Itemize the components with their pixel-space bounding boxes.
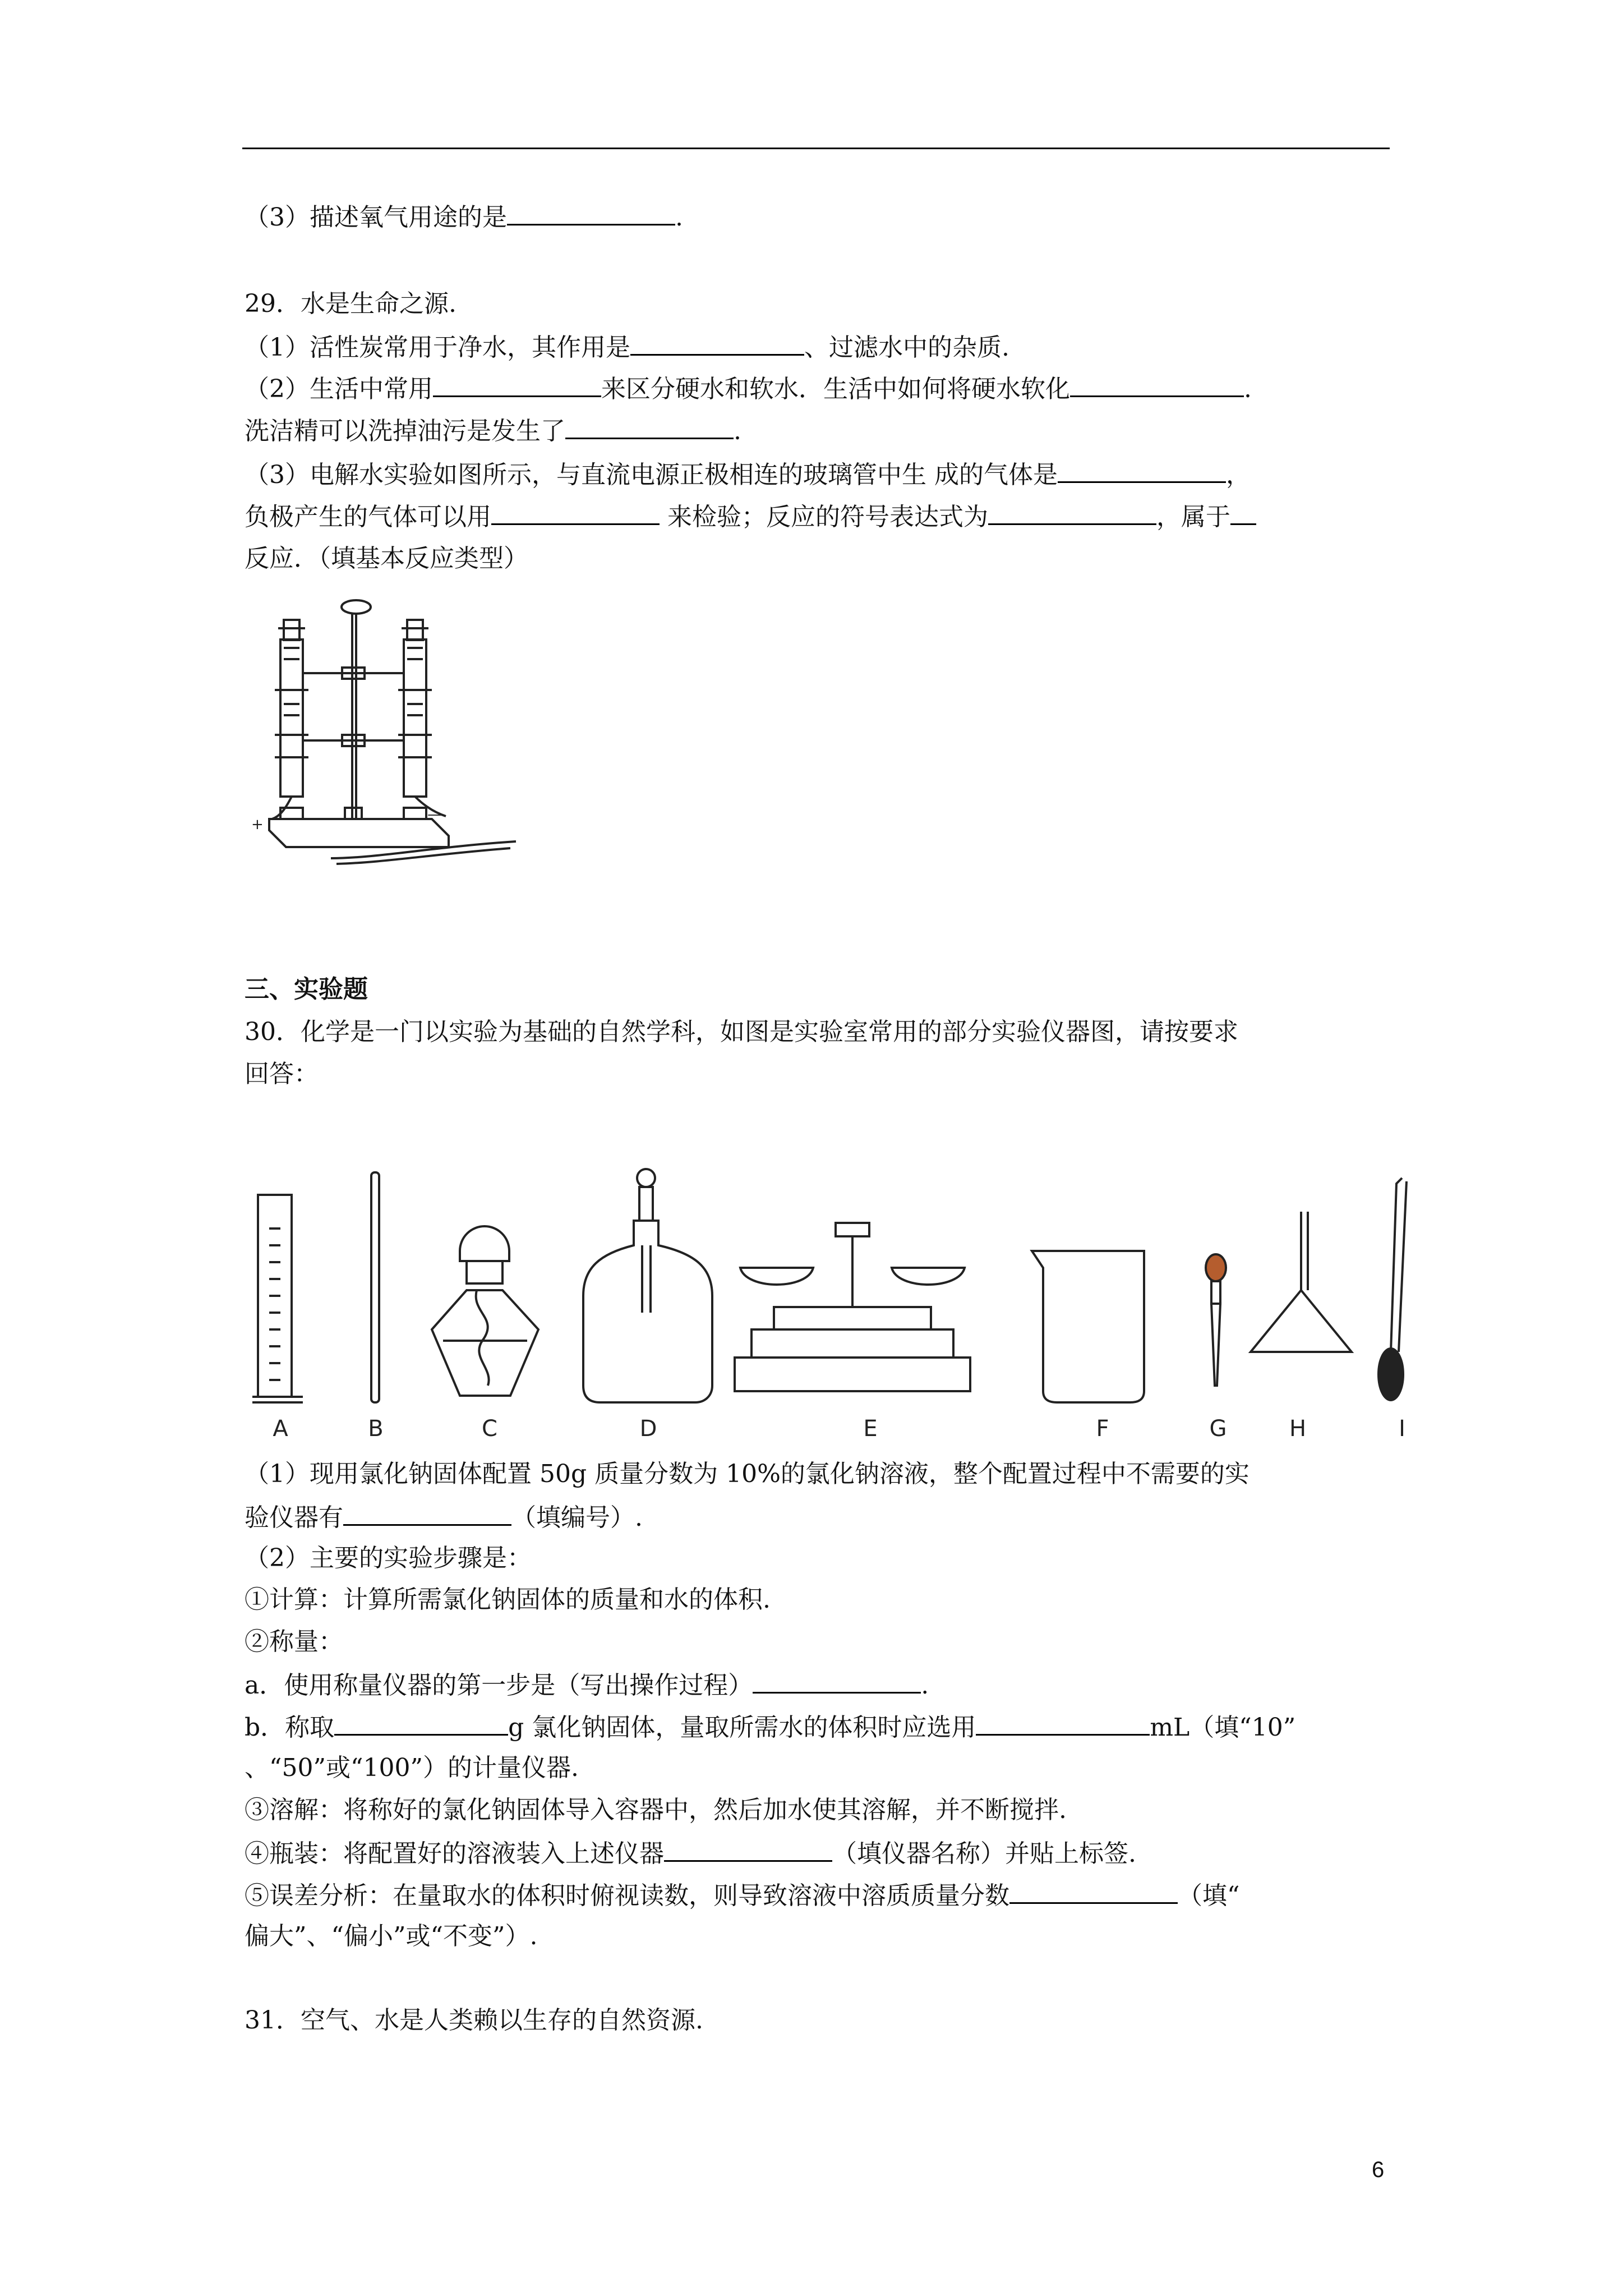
plus-label: + bbox=[251, 816, 264, 833]
section-heading: 三、实验题 bbox=[245, 975, 368, 1004]
answer-blank[interactable] bbox=[976, 1709, 1150, 1736]
answer-blank[interactable] bbox=[753, 1667, 921, 1694]
q30-step2a: a．使用称量仪器的第一步是（写出操作过程） . bbox=[245, 1667, 929, 1703]
answer-blank[interactable] bbox=[507, 199, 675, 226]
answer-blank[interactable] bbox=[491, 499, 660, 525]
electrolysis-apparatus-figure bbox=[247, 595, 527, 869]
answer-blank[interactable] bbox=[988, 499, 1156, 525]
answer-blank[interactable] bbox=[1058, 457, 1226, 483]
beaker-icon bbox=[1032, 1251, 1144, 1402]
answer-blank[interactable] bbox=[630, 329, 804, 356]
q30-step4: ④瓶装：将配置好的溶液装入上述仪器 （填仪器名称）并贴上标签. bbox=[245, 1835, 1136, 1871]
q30-step2b: b．称取 g 氯化钠固体，量取所需水的体积时应选用 mL（填“10” bbox=[245, 1709, 1295, 1745]
q30-step5-cont: 偏大”、“偏小”或“不变”）. bbox=[245, 1922, 538, 1950]
q28-sub3: （3）描述氧气用途的是 . bbox=[245, 199, 683, 234]
q29-sub2b: 洗洁精可以洗掉油污是发生了 . bbox=[245, 413, 741, 448]
answer-blank[interactable] bbox=[334, 1709, 508, 1736]
answer-blank[interactable] bbox=[664, 1835, 832, 1862]
q29-sub2: （2）生活中常用 来区分硬水和软水．生活中如何将硬水软化 . bbox=[245, 371, 1252, 406]
q29-sub3b: 负极产生的气体可以用 来检验；反应的符号表达式为 ，属于 bbox=[245, 499, 1256, 534]
header-rule bbox=[242, 148, 1390, 149]
q29-sub3: （3）电解水实验如图所示，与直流电源正极相连的玻璃管中生 成的气体是 ， bbox=[245, 457, 1251, 492]
instrument-label-h: H bbox=[1289, 1416, 1307, 1442]
answer-blank[interactable] bbox=[343, 1499, 511, 1526]
alcohol-lamp-icon bbox=[432, 1226, 538, 1396]
q30-sub1b: 验仪器有 （填编号）. bbox=[245, 1499, 643, 1535]
instrument-label-d: D bbox=[639, 1416, 657, 1442]
instrument-label-b: B bbox=[368, 1416, 384, 1442]
lab-instruments-figure bbox=[247, 1161, 1436, 1442]
page-number: 6 bbox=[1372, 2157, 1385, 2182]
q30-step3: ③溶解：将称好的氯化钠固体导入容器中，然后加水使其溶解，并不断搅拌. bbox=[245, 1796, 1067, 1824]
q30-step2: ②称量： bbox=[245, 1627, 343, 1656]
q30-step2b-cont: 、“50”或“100”）的计量仪器. bbox=[245, 1754, 579, 1782]
graduated-cylinder-icon bbox=[252, 1195, 303, 1402]
answer-blank[interactable] bbox=[433, 371, 601, 397]
q29-sub3c: 反应．（填基本反应类型） bbox=[245, 544, 528, 573]
q30-title: 30．化学是一门以实验为基础的自然学科，如图是实验室常用的部分实验仪器图，请按要求 bbox=[245, 1018, 1238, 1046]
instrument-label-f: F bbox=[1096, 1416, 1109, 1442]
q30-step1: ①计算：计算所需氯化钠固体的质量和水的体积. bbox=[245, 1585, 771, 1614]
instrument-label-c: C bbox=[482, 1416, 497, 1442]
answer-blank[interactable] bbox=[1230, 499, 1256, 525]
instrument-label-i: I bbox=[1399, 1416, 1405, 1442]
dropper-icon bbox=[1206, 1254, 1226, 1386]
q30-step5: ⑤误差分析：在量取水的体积时俯视读数，则导致溶液中溶质质量分数 （填“ bbox=[245, 1878, 1240, 1913]
q31-title: 31．空气、水是人类赖以生存的自然资源. bbox=[245, 2006, 703, 2035]
answer-blank[interactable] bbox=[1070, 371, 1244, 397]
q30-sub2: （2）主要的实验步骤是： bbox=[245, 1544, 532, 1572]
instrument-label-a: A bbox=[273, 1416, 288, 1442]
instrument-label-e: E bbox=[863, 1416, 878, 1442]
instrument-label-g: G bbox=[1209, 1416, 1227, 1442]
minus-label: — bbox=[427, 806, 442, 823]
q29-title: 29．水是生命之源. bbox=[245, 289, 457, 318]
medicine-spoon-icon bbox=[1378, 1178, 1407, 1400]
answer-blank[interactable] bbox=[1009, 1878, 1178, 1904]
q29-sub1: （1）活性炭常用于净水，其作用是 、过滤水中的杂质. bbox=[245, 329, 1009, 365]
q30-title-cont: 回答： bbox=[245, 1060, 319, 1088]
answer-blank[interactable] bbox=[565, 413, 734, 439]
funnel-icon bbox=[1251, 1212, 1352, 1352]
balance-scale-icon bbox=[735, 1223, 970, 1391]
q30-sub1: （1）现用氯化钠固体配置 50g 质量分数为 10%的氯化钠溶液，整个配置过程中不需要的实 bbox=[245, 1460, 1249, 1488]
reagent-bottle-icon bbox=[583, 1169, 712, 1402]
glass-rod-icon bbox=[371, 1172, 379, 1402]
